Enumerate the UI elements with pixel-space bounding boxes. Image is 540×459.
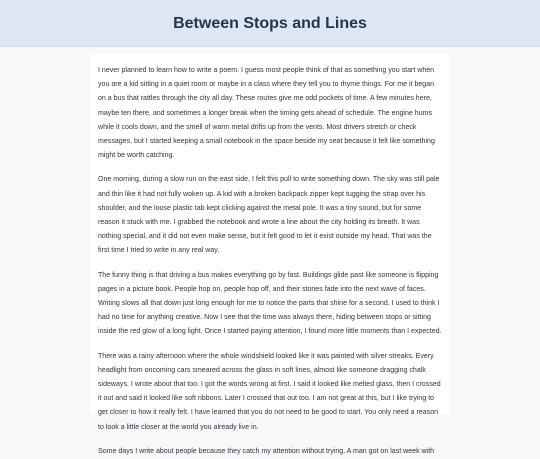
paragraph: Some days I write about people because they catch my attention without trying. A man got on last week with: [98, 447, 435, 455]
paragraph: The funny thing is that driving a bus makes everything go by fast. Buildings glide past like someone is flipping pages in a picture book. People hop on, people hop off, and their stories fade into the next wave of faces. Writing slows all that down just long enough for me to notice the parts that shine for a second. I used to think I had no time for anything creative. Now I see that the time was always there, hiding between stops or sitting inside the red glow of a long light. Once I started paying attention, I found more little moments than I expected.: [98, 271, 442, 336]
page-title: Between Stops and Lines: [173, 15, 367, 32]
paragraph: I never planned to learn how to write a poem. I guess most people think of that as something you start when you are a kid sitting in a quiet room or maybe in a class where they tell you to rhyme things. For me it began on a bus that rattles through the city all day. These routes give me odd pockets of time. A few minutes here, maybe ten there, and sometimes a longer break when the timing gets ahead of schedule. The engine hums while it cools down, and the smell of warm metal drifts up from the vents. Most drivers stretch or check messages, but I started keeping a small notebook in the space beside my seat because it felt like something might be worth catching.: [98, 67, 435, 160]
paragraph: There was a rainy afternoon where the whole windshield looked like it was painted with silver streaks. Every headlight from oncoming cars smeared across the glass in soft lines, almost like someone dragging chalk sideways. I wrote about that too. I got the words wrong at first. I said it looked like melted glass, then I crossed it out and said it looked like soft ribbons. Later I crossed that out too. I am not great at this, but I like trying to get closer to how it really felt. I have learned that you do not need to be good to start. You only need a reason to look a little closer at the world you already live in.: [98, 352, 441, 431]
paragraph: One morning, during a slow run on the east side, I felt this pull to write something down. The sky was still pale and thin like it had not fully woken up. A kid with a broken backpack zipper kept tugging the strap over his shoulder, and the loose plastic tab kept clicking against the metal pole. It was a tiny sound, but for some reason it stuck with me. I grabbed the notebook and wrote a line about the city holding its breath. It was nothing special, and it did not even make sense, but it felt good to let it exist outside my head. That was the first time I tried to write in any real way.: [98, 176, 440, 255]
article-body: [90, 54, 450, 455]
page-header: [0, 0, 540, 47]
